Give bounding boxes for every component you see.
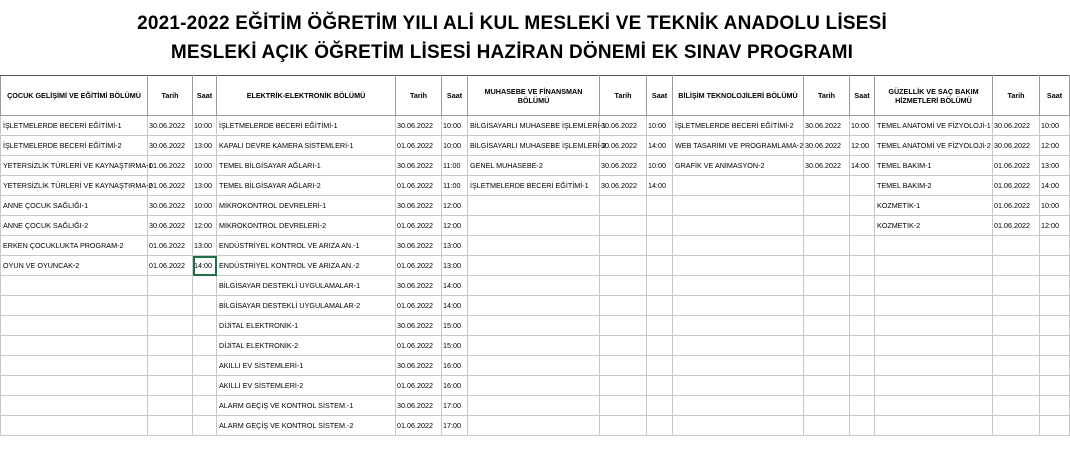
time-cell[interactable] [1040,416,1070,436]
course-cell[interactable] [673,296,804,316]
course-cell[interactable]: GENEL MUHASEBE-2 [468,156,600,176]
time-cell[interactable] [1040,316,1070,336]
date-cell[interactable] [804,336,850,356]
date-cell[interactable]: 01.06.2022 [396,256,442,276]
table-row [1,356,1070,376]
time-cell[interactable]: 12:00 [442,196,468,216]
date-cell[interactable] [600,396,647,416]
date-cell[interactable] [804,316,850,336]
time-cell[interactable]: 10:00 [442,136,468,156]
date-cell[interactable] [600,356,647,376]
date-cell[interactable] [600,376,647,396]
date-cell[interactable] [600,316,647,336]
time-cell[interactable]: 17:00 [442,416,468,436]
table-row [1,316,1070,336]
date-cell[interactable]: 30.06.2022 [148,116,193,136]
time-header[interactable]: Saat [850,76,875,116]
course-cell[interactable] [673,236,804,256]
time-cell[interactable]: 11:00 [442,176,468,196]
course-cell[interactable] [875,376,993,396]
course-cell[interactable]: TEMEL BAKIM-2 [875,176,993,196]
time-cell[interactable]: 10:00 [647,156,673,176]
date-cell[interactable]: 01.06.2022 [148,156,193,176]
time-cell[interactable]: 12:00 [1040,216,1070,236]
date-cell[interactable] [804,356,850,376]
date-header[interactable]: Tarih [600,76,647,116]
time-cell[interactable]: 12:00 [850,136,875,156]
time-cell[interactable] [647,356,673,376]
time-cell[interactable]: 10:00 [193,156,217,176]
time-cell[interactable]: 14:00 [193,256,217,276]
time-cell[interactable] [1040,276,1070,296]
course-cell[interactable]: TEMEL BAKIM-1 [875,156,993,176]
time-cell[interactable] [647,256,673,276]
time-cell[interactable]: 16:00 [442,356,468,376]
course-cell[interactable] [875,396,993,416]
course-cell[interactable] [468,296,600,316]
course-cell[interactable] [875,336,993,356]
dept-header[interactable]: BİLİŞİM TEKNOLOJİLERİ BÖLÜMÜ [673,76,804,116]
date-cell[interactable]: 30.06.2022 [396,116,442,136]
course-cell[interactable] [1,296,148,316]
course-cell[interactable] [1,416,148,436]
time-cell[interactable] [850,296,875,316]
course-cell[interactable] [673,376,804,396]
time-header[interactable]: Saat [193,76,217,116]
course-cell[interactable] [468,356,600,376]
time-cell[interactable]: 14:00 [442,296,468,316]
exam-schedule-table [0,75,1070,436]
date-cell[interactable] [804,296,850,316]
date-cell[interactable] [148,416,193,436]
time-cell[interactable] [850,316,875,336]
time-cell[interactable]: 13:00 [442,236,468,256]
table-row [1,256,1070,276]
date-cell[interactable]: 01.06.2022 [396,376,442,396]
date-cell[interactable]: 30.06.2022 [396,396,442,416]
course-cell[interactable] [1,316,148,336]
time-cell[interactable] [1040,396,1070,416]
time-cell[interactable] [850,196,875,216]
course-cell[interactable]: YETERSİZLİK TÜRLERİ VE KAYNAŞTIRMA-1 [1,156,148,176]
course-cell[interactable] [1,336,148,356]
time-cell[interactable] [193,336,217,356]
course-cell[interactable] [673,256,804,276]
date-cell[interactable]: 30.06.2022 [600,116,647,136]
course-cell[interactable]: KOZMETİK-2 [875,216,993,236]
time-cell[interactable] [193,396,217,416]
date-cell[interactable] [148,396,193,416]
course-cell[interactable] [673,176,804,196]
course-cell[interactable]: BİLGİSAYARLI MUHASEBE İŞLEMLERİ-2 [468,136,600,156]
date-cell[interactable]: 30.06.2022 [396,196,442,216]
course-cell[interactable]: AKILLI EV SİSTEMLERİ-1 [217,356,396,376]
course-cell[interactable] [1,356,148,376]
course-cell[interactable] [468,196,600,216]
dept-header[interactable]: ELEKTRİK-ELEKTRONİK BÖLÜMÜ [217,76,396,116]
date-cell[interactable]: 01.06.2022 [148,256,193,276]
date-cell[interactable] [600,216,647,236]
time-cell[interactable] [647,196,673,216]
header-row [1,76,1070,116]
time-cell[interactable] [850,276,875,296]
time-cell[interactable] [850,176,875,196]
date-cell[interactable] [148,316,193,336]
date-cell[interactable] [804,216,850,236]
time-cell[interactable]: 11:00 [442,156,468,176]
date-cell[interactable] [804,276,850,296]
date-cell[interactable] [993,416,1040,436]
date-cell[interactable]: 01.06.2022 [148,236,193,256]
course-cell[interactable]: İŞLETMELERDE BECERİ EĞİTİMİ-2 [1,136,148,156]
date-header[interactable]: Tarih [396,76,442,116]
time-cell[interactable] [850,396,875,416]
time-cell[interactable] [647,296,673,316]
course-cell[interactable] [468,256,600,276]
course-cell[interactable] [673,416,804,436]
course-cell[interactable]: İŞLETMELERDE BECERİ EĞİTİMİ-1 [217,116,396,136]
time-cell[interactable]: 14:00 [850,156,875,176]
course-cell[interactable] [875,236,993,256]
table-row [1,216,1070,236]
time-cell[interactable]: 10:00 [442,116,468,136]
date-cell[interactable]: 30.06.2022 [600,156,647,176]
course-cell[interactable] [673,316,804,336]
course-cell[interactable] [1,396,148,416]
course-cell[interactable]: İŞLETMELERDE BECERİ EĞİTİMİ-2 [673,116,804,136]
date-cell[interactable]: 01.06.2022 [993,156,1040,176]
course-cell[interactable]: YETERSİZLİK TÜRLERİ VE KAYNAŞTIRMA-2 [1,176,148,196]
date-cell[interactable] [993,336,1040,356]
date-cell[interactable] [993,276,1040,296]
dept-header[interactable]: MUHASEBE VE FİNANSMAN BÖLÜMÜ [468,76,600,116]
date-cell[interactable] [993,316,1040,336]
course-cell[interactable] [875,356,993,376]
course-cell[interactable]: AKILLI EV SİSTEMLERİ-2 [217,376,396,396]
time-header[interactable]: Saat [442,76,468,116]
table-row [1,416,1070,436]
course-cell[interactable] [468,336,600,356]
date-header[interactable]: Tarih [804,76,850,116]
date-cell[interactable] [148,376,193,396]
time-cell[interactable]: 13:00 [193,236,217,256]
course-cell[interactable] [468,216,600,236]
date-cell[interactable] [804,376,850,396]
time-cell[interactable]: 12:00 [1040,136,1070,156]
time-cell[interactable] [850,336,875,356]
date-cell[interactable] [600,276,647,296]
course-cell[interactable]: TEMEL BİLGİSAYAR AĞLARI-2 [217,176,396,196]
date-cell[interactable] [804,196,850,216]
course-cell[interactable]: BİLGİSAYAR DESTEKLİ UYGULAMALAR-2 [217,296,396,316]
time-cell[interactable] [193,356,217,376]
course-cell[interactable] [673,356,804,376]
time-cell[interactable] [1040,296,1070,316]
time-cell[interactable] [647,276,673,296]
table-row [1,396,1070,416]
time-cell[interactable] [193,296,217,316]
course-cell[interactable] [875,276,993,296]
course-cell[interactable] [1,276,148,296]
course-cell[interactable] [673,336,804,356]
dept-header[interactable]: GÜZELLİK VE SAÇ BAKIM HİZMETLERİ BÖLÜMÜ [875,76,993,116]
time-cell[interactable] [1040,336,1070,356]
course-cell[interactable] [673,396,804,416]
table-row [1,176,1070,196]
date-cell[interactable]: 30.06.2022 [396,316,442,336]
date-cell[interactable]: 30.06.2022 [396,356,442,376]
time-cell[interactable]: 13:00 [193,136,217,156]
time-cell[interactable]: 10:00 [1040,116,1070,136]
course-cell[interactable] [673,196,804,216]
time-cell[interactable] [850,416,875,436]
course-cell[interactable]: KOZMETİK-1 [875,196,993,216]
table-row [1,116,1070,136]
date-cell[interactable] [804,416,850,436]
date-cell[interactable]: 30.06.2022 [600,176,647,196]
time-cell[interactable]: 14:00 [647,176,673,196]
time-cell[interactable] [193,376,217,396]
date-cell[interactable]: 30.06.2022 [148,196,193,216]
date-cell[interactable]: 30.06.2022 [804,136,850,156]
dept-header[interactable]: ÇOCUK GELİŞİMİ VE EĞİTİMİ BÖLÜMÜ [1,76,148,116]
course-cell[interactable] [468,376,600,396]
course-cell[interactable]: ENDÜSTRİYEL KONTROL VE ARIZA AN.-1 [217,236,396,256]
time-cell[interactable] [647,316,673,336]
course-cell[interactable] [468,236,600,256]
course-cell[interactable]: ENDÜSTRİYEL KONTROL VE ARIZA AN.-2 [217,256,396,276]
time-cell[interactable] [1040,376,1070,396]
time-cell[interactable]: 10:00 [850,116,875,136]
title-line-1: 2021-2022 EĞİTİM ÖĞRETİM YILI ALİ KUL MESLEKİ VE TEKNİK ANADOLU LİSESİ [137,13,887,34]
course-cell[interactable]: İŞLETMELERDE BECERİ EĞİTİMİ-1 [1,116,148,136]
date-cell[interactable]: 30.06.2022 [148,216,193,236]
date-cell[interactable]: 01.06.2022 [396,216,442,236]
date-cell[interactable] [804,176,850,196]
table-row [1,276,1070,296]
course-cell[interactable]: KAPALI DEVRE KAMERA SİSTEMLERİ-1 [217,136,396,156]
time-cell[interactable]: 10:00 [647,116,673,136]
date-cell[interactable] [804,236,850,256]
time-cell[interactable]: 12:00 [193,216,217,236]
date-cell[interactable]: 01.06.2022 [148,176,193,196]
time-cell[interactable] [850,236,875,256]
date-cell[interactable]: 30.06.2022 [993,116,1040,136]
course-cell[interactable] [468,316,600,336]
course-cell[interactable]: OYUN VE OYUNCAK-2 [1,256,148,276]
course-cell[interactable]: MİKROKONTROL DEVRELERİ-2 [217,216,396,236]
time-cell[interactable]: 12:00 [442,216,468,236]
course-cell[interactable]: BİLGİSAYAR DESTEKLİ UYGULAMALAR-1 [217,276,396,296]
course-cell[interactable]: ANNE ÇOCUK SAĞLIĞI-2 [1,216,148,236]
course-cell[interactable]: ALARM GEÇİŞ VE KONTROL SİSTEM.-2 [217,416,396,436]
time-cell[interactable] [647,376,673,396]
date-cell[interactable]: 01.06.2022 [396,416,442,436]
date-cell[interactable] [804,256,850,276]
date-cell[interactable]: 30.06.2022 [804,116,850,136]
date-header[interactable]: Tarih [148,76,193,116]
date-cell[interactable] [600,296,647,316]
course-cell[interactable]: TEMEL ANATOMİ VE FİZYOLOJİ-1 [875,116,993,136]
date-cell[interactable] [148,356,193,376]
time-cell[interactable] [850,216,875,236]
date-cell[interactable] [993,396,1040,416]
time-cell[interactable]: 10:00 [193,116,217,136]
date-cell[interactable] [993,256,1040,276]
course-cell[interactable]: TEMEL ANATOMİ VE FİZYOLOJİ-2 [875,136,993,156]
course-cell[interactable]: WEB TASARIMI VE PROGRAMLAMA-2 [673,136,804,156]
date-cell[interactable]: 01.06.2022 [396,136,442,156]
time-cell[interactable]: 15:00 [442,336,468,356]
time-header[interactable]: Saat [647,76,673,116]
course-cell[interactable] [673,276,804,296]
time-cell[interactable]: 15:00 [442,316,468,336]
date-cell[interactable]: 01.06.2022 [993,176,1040,196]
course-cell[interactable]: İŞLETMELERDE BECERİ EĞİTİMİ-1 [468,176,600,196]
date-cell[interactable] [148,276,193,296]
date-cell[interactable] [600,416,647,436]
course-cell[interactable] [875,296,993,316]
title-line-2: MESLEKİ AÇIK ÖĞRETİM LİSESİ HAZİRAN DÖNEMİ EK SINAV PROGRAMI [170,42,854,63]
time-cell[interactable] [193,316,217,336]
time-cell[interactable]: 13:00 [1040,156,1070,176]
date-cell[interactable] [600,236,647,256]
time-cell[interactable] [850,256,875,276]
time-cell[interactable] [647,236,673,256]
course-cell[interactable]: BİLGİSAYARLI MUHASEBE İŞLEMLERİ-1 [468,116,600,136]
time-cell[interactable]: 10:00 [193,196,217,216]
time-cell[interactable] [193,276,217,296]
time-cell[interactable] [647,416,673,436]
date-cell[interactable]: 30.06.2022 [993,136,1040,156]
time-cell[interactable]: 13:00 [442,256,468,276]
course-cell[interactable]: ALARM GEÇİŞ VE KONTROL SİSTEM.-1 [217,396,396,416]
time-cell[interactable] [1040,256,1070,276]
course-cell[interactable] [673,216,804,236]
date-cell[interactable] [993,376,1040,396]
course-cell[interactable] [875,316,993,336]
date-cell[interactable]: 30.06.2022 [396,156,442,176]
time-cell[interactable] [850,356,875,376]
date-cell[interactable] [993,236,1040,256]
time-cell[interactable] [647,396,673,416]
table-row [1,196,1070,216]
date-cell[interactable] [148,336,193,356]
time-cell[interactable] [1040,236,1070,256]
time-cell[interactable]: 14:00 [1040,176,1070,196]
date-cell[interactable] [600,196,647,216]
time-cell[interactable]: 16:00 [442,376,468,396]
course-cell[interactable]: ERKEN ÇOCUKLUKTA PROGRAM-2 [1,236,148,256]
course-cell[interactable]: DİJİTAL ELEKTRONİK-2 [217,336,396,356]
course-cell[interactable]: MİKROKONTROL DEVRELERİ-1 [217,196,396,216]
course-cell[interactable] [875,416,993,436]
course-cell[interactable] [875,256,993,276]
table-row [1,136,1070,156]
time-cell[interactable] [850,376,875,396]
date-cell[interactable] [993,296,1040,316]
date-cell[interactable] [993,356,1040,376]
date-cell[interactable] [804,396,850,416]
date-cell[interactable]: 30.06.2022 [396,236,442,256]
time-cell[interactable]: 13:00 [193,176,217,196]
course-cell[interactable] [1,376,148,396]
time-cell[interactable] [647,336,673,356]
date-cell[interactable]: 01.06.2022 [396,296,442,316]
time-cell[interactable] [1040,356,1070,376]
time-cell[interactable]: 10:00 [1040,196,1070,216]
date-cell[interactable]: 01.06.2022 [993,196,1040,216]
date-cell[interactable] [600,256,647,276]
date-cell[interactable]: 01.06.2022 [396,176,442,196]
table-row [1,296,1070,316]
date-cell[interactable] [148,296,193,316]
course-cell[interactable]: ANNE ÇOCUK SAĞLIĞI-1 [1,196,148,216]
time-cell[interactable]: 17:00 [442,396,468,416]
date-cell[interactable]: 01.06.2022 [396,336,442,356]
time-cell[interactable]: 14:00 [647,136,673,156]
course-cell[interactable] [468,396,600,416]
date-cell[interactable]: 30.06.2022 [804,156,850,176]
course-cell[interactable] [468,416,600,436]
table-row [1,336,1070,356]
date-cell[interactable]: 30.06.2022 [396,276,442,296]
table-row [1,376,1070,396]
date-cell[interactable]: 01.06.2022 [993,216,1040,236]
date-header[interactable]: Tarih [993,76,1040,116]
time-cell[interactable]: 14:00 [442,276,468,296]
time-cell[interactable] [193,416,217,436]
date-cell[interactable] [600,336,647,356]
time-cell[interactable] [647,216,673,236]
table-row [1,236,1070,256]
date-cell[interactable]: 30.06.2022 [148,136,193,156]
date-cell[interactable]: 30.06.2022 [600,136,647,156]
course-cell[interactable]: TEMEL BİLGİSAYAR AĞLARI-1 [217,156,396,176]
table-row [1,156,1070,176]
course-cell[interactable]: DİJİTAL ELEKTRONİK-1 [217,316,396,336]
time-header[interactable]: Saat [1040,76,1070,116]
course-cell[interactable]: GRAFİK VE ANİMASYON-2 [673,156,804,176]
course-cell[interactable] [468,276,600,296]
